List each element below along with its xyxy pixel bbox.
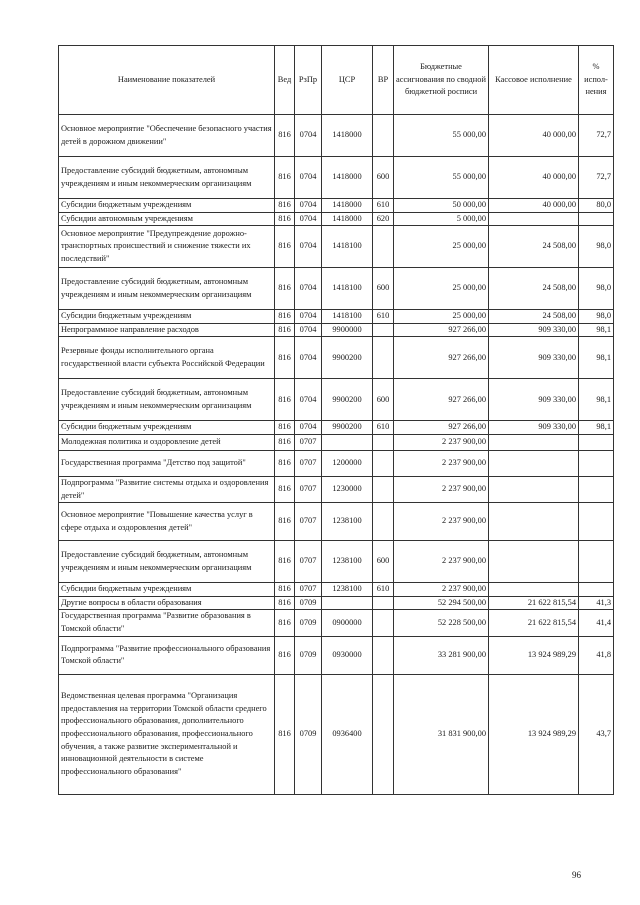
row-assignments: 2 237 900,00 (394, 435, 489, 451)
row-assignments: 927 266,00 (394, 421, 489, 435)
table-row (59, 199, 614, 213)
row-name: Предоставление субсидий бюджетным, автономным учреждениям и иным некоммерческим организациям (59, 268, 275, 310)
row-percent: 98,0 (579, 310, 614, 324)
header-cash-execution: Кассовое исполнение (489, 46, 579, 115)
row-csr: 0930000 (322, 636, 373, 674)
table-row (59, 596, 614, 610)
row-percent: 41,8 (579, 636, 614, 674)
row-csr: 9900000 (322, 323, 373, 337)
row-name: Субсидии бюджетным учреждениям (59, 421, 275, 435)
row-rzpr: 0709 (295, 674, 322, 794)
table-row (59, 115, 614, 157)
row-name: Подпрограмма "Развитие профессионального образования Томской области" (59, 636, 275, 674)
row-ved: 816 (275, 451, 295, 477)
row-vr (373, 451, 394, 477)
row-csr: 1418000 (322, 212, 373, 226)
table-row (59, 379, 614, 421)
row-cash-execution: 13 924 989,29 (489, 636, 579, 674)
row-percent (579, 477, 614, 503)
row-name: Основное мероприятие "Обеспечение безопасного участия детей в дорожном движении" (59, 115, 275, 157)
table-row (59, 610, 614, 636)
row-cash-execution: 40 000,00 (489, 157, 579, 199)
row-vr: 610 (373, 421, 394, 435)
row-csr: 1418100 (322, 310, 373, 324)
row-name: Предоставление субсидий бюджетным, автономным учреждениям и иным некоммерческим организациям (59, 379, 275, 421)
row-csr: 1238100 (322, 503, 373, 541)
row-name: Основное мероприятие "Повышение качества услуг в сфере отдыха и оздоровления детей" (59, 503, 275, 541)
row-cash-execution: 909 330,00 (489, 379, 579, 421)
row-vr (373, 503, 394, 541)
row-csr: 1418100 (322, 226, 373, 268)
row-rzpr: 0707 (295, 477, 322, 503)
row-assignments: 25 000,00 (394, 310, 489, 324)
row-percent: 98,1 (579, 337, 614, 379)
header-ved: Вед (275, 46, 295, 115)
row-name: Субсидии бюджетным учреждениям (59, 583, 275, 597)
row-cash-execution (489, 583, 579, 597)
row-rzpr: 0709 (295, 596, 322, 610)
row-percent: 72,7 (579, 157, 614, 199)
row-percent (579, 435, 614, 451)
header-assignments: Бюджетные ассигнования по сводной бюджетной росписи (394, 46, 489, 115)
table-row (59, 541, 614, 583)
page-number: 96 (572, 870, 581, 880)
row-assignments: 50 000,00 (394, 199, 489, 213)
row-cash-execution: 24 508,00 (489, 268, 579, 310)
table-row (59, 268, 614, 310)
row-csr: 9900200 (322, 379, 373, 421)
row-csr: 0900000 (322, 610, 373, 636)
row-ved: 816 (275, 541, 295, 583)
row-cash-execution: 40 000,00 (489, 115, 579, 157)
row-rzpr: 0704 (295, 115, 322, 157)
row-vr: 600 (373, 268, 394, 310)
row-assignments: 2 237 900,00 (394, 583, 489, 597)
row-vr (373, 323, 394, 337)
row-name: Ведомственная целевая программа "Организация предоставления на территории Томской области среднего профессионального образования, дополнительного профессионального образования, профессионального обучения, а также развитие экспериментальной и инновационной деятельности в системе профессионального образования" (59, 674, 275, 794)
row-cash-execution: 24 508,00 (489, 310, 579, 324)
row-percent: 72,7 (579, 115, 614, 157)
row-name: Основное мероприятие "Предупреждение дорожно-транспортных происшествий и снижение тяжести их последствий" (59, 226, 275, 268)
row-ved: 816 (275, 674, 295, 794)
row-assignments: 2 237 900,00 (394, 503, 489, 541)
row-ved: 816 (275, 636, 295, 674)
row-cash-execution: 13 924 989,29 (489, 674, 579, 794)
row-assignments: 25 000,00 (394, 268, 489, 310)
row-ved: 816 (275, 157, 295, 199)
table-row (59, 157, 614, 199)
row-cash-execution (489, 477, 579, 503)
row-ved: 816 (275, 199, 295, 213)
row-csr: 1418000 (322, 115, 373, 157)
row-name: Другие вопросы в области образования (59, 596, 275, 610)
row-name: Подпрограмма "Развитие системы отдыха и оздоровления детей" (59, 477, 275, 503)
row-assignments: 52 228 500,00 (394, 610, 489, 636)
row-assignments: 5 000,00 (394, 212, 489, 226)
row-ved: 816 (275, 379, 295, 421)
table-row (59, 310, 614, 324)
row-assignments: 2 237 900,00 (394, 541, 489, 583)
row-rzpr: 0709 (295, 610, 322, 636)
row-rzpr: 0704 (295, 226, 322, 268)
row-vr (373, 226, 394, 268)
table-row (59, 451, 614, 477)
header-rzpr: РзПр (295, 46, 322, 115)
row-vr (373, 596, 394, 610)
row-rzpr: 0704 (295, 157, 322, 199)
row-vr (373, 477, 394, 503)
table-row (59, 337, 614, 379)
row-name: Субсидии бюджетным учреждениям (59, 199, 275, 213)
row-vr: 600 (373, 379, 394, 421)
row-name: Субсидии автономным учреждениям (59, 212, 275, 226)
row-ved: 816 (275, 596, 295, 610)
row-rzpr: 0704 (295, 379, 322, 421)
row-name: Молодежная политика и оздоровление детей (59, 435, 275, 451)
row-percent: 41,3 (579, 596, 614, 610)
row-ved: 816 (275, 421, 295, 435)
row-ved: 816 (275, 115, 295, 157)
row-vr: 610 (373, 199, 394, 213)
row-cash-execution: 21 622 815,54 (489, 610, 579, 636)
header-vr: ВР (373, 46, 394, 115)
row-csr: 1200000 (322, 451, 373, 477)
row-csr (322, 596, 373, 610)
row-assignments: 25 000,00 (394, 226, 489, 268)
table-row (59, 421, 614, 435)
row-cash-execution: 909 330,00 (489, 337, 579, 379)
table-row (59, 226, 614, 268)
row-ved: 816 (275, 226, 295, 268)
row-cash-execution (489, 435, 579, 451)
row-name: Государственная программа "Развитие образования в Томской области" (59, 610, 275, 636)
row-name: Государственная программа "Детство под защитой" (59, 451, 275, 477)
row-cash-execution: 21 622 815,54 (489, 596, 579, 610)
row-ved: 816 (275, 310, 295, 324)
row-ved: 816 (275, 477, 295, 503)
row-ved: 816 (275, 435, 295, 451)
row-ved: 816 (275, 583, 295, 597)
table-header-row (59, 46, 614, 115)
row-percent: 98,1 (579, 323, 614, 337)
row-percent (579, 541, 614, 583)
row-ved: 816 (275, 610, 295, 636)
row-ved: 816 (275, 337, 295, 379)
row-assignments: 2 237 900,00 (394, 477, 489, 503)
row-name: Предоставление субсидий бюджетным, автономным учреждениям и иным некоммерческим организациям (59, 157, 275, 199)
row-cash-execution: 24 508,00 (489, 226, 579, 268)
row-cash-execution: 909 330,00 (489, 421, 579, 435)
table-row (59, 212, 614, 226)
table-row (59, 323, 614, 337)
row-percent: 80,0 (579, 199, 614, 213)
row-rzpr: 0707 (295, 435, 322, 451)
table-row (59, 636, 614, 674)
table-row (59, 477, 614, 503)
row-csr: 1418000 (322, 199, 373, 213)
row-assignments: 55 000,00 (394, 157, 489, 199)
row-percent (579, 583, 614, 597)
row-name: Непрограммное направление расходов (59, 323, 275, 337)
row-rzpr: 0707 (295, 541, 322, 583)
row-csr: 1238100 (322, 541, 373, 583)
row-name: Предоставление субсидий бюджетным, автономным учреждениям и иным некоммерческим организациям (59, 541, 275, 583)
row-rzpr: 0704 (295, 421, 322, 435)
row-rzpr: 0704 (295, 310, 322, 324)
row-csr: 9900200 (322, 337, 373, 379)
row-name: Резервные фонды исполнительного органа государственной власти субъекта Российской Федерации (59, 337, 275, 379)
row-rzpr: 0704 (295, 337, 322, 379)
table-row (59, 503, 614, 541)
row-assignments: 33 281 900,00 (394, 636, 489, 674)
row-rzpr: 0707 (295, 451, 322, 477)
row-csr (322, 435, 373, 451)
row-cash-execution (489, 212, 579, 226)
header-percent: % испол-нения (579, 46, 614, 115)
row-vr (373, 337, 394, 379)
row-csr: 1418000 (322, 157, 373, 199)
row-vr (373, 674, 394, 794)
row-rzpr: 0704 (295, 268, 322, 310)
row-assignments: 55 000,00 (394, 115, 489, 157)
row-vr (373, 435, 394, 451)
row-cash-execution: 40 000,00 (489, 199, 579, 213)
row-percent: 98,1 (579, 379, 614, 421)
row-rzpr: 0704 (295, 212, 322, 226)
header-name: Наименование показателей (59, 46, 275, 115)
row-csr: 0936400 (322, 674, 373, 794)
row-vr: 600 (373, 157, 394, 199)
row-cash-execution (489, 541, 579, 583)
row-assignments: 927 266,00 (394, 323, 489, 337)
row-csr: 9900200 (322, 421, 373, 435)
row-assignments: 52 294 500,00 (394, 596, 489, 610)
table-row (59, 674, 614, 794)
row-assignments: 927 266,00 (394, 379, 489, 421)
row-percent (579, 212, 614, 226)
row-rzpr: 0709 (295, 636, 322, 674)
row-percent: 98,0 (579, 268, 614, 310)
table-row (59, 583, 614, 597)
row-ved: 816 (275, 323, 295, 337)
row-cash-execution (489, 503, 579, 541)
row-percent: 98,1 (579, 421, 614, 435)
row-vr: 610 (373, 310, 394, 324)
row-ved: 816 (275, 212, 295, 226)
row-percent: 98,0 (579, 226, 614, 268)
row-percent (579, 451, 614, 477)
row-vr: 620 (373, 212, 394, 226)
row-vr: 600 (373, 541, 394, 583)
row-rzpr: 0704 (295, 323, 322, 337)
row-vr: 610 (373, 583, 394, 597)
row-ved: 816 (275, 503, 295, 541)
table-row (59, 435, 614, 451)
row-percent: 41,4 (579, 610, 614, 636)
header-csr: ЦСР (322, 46, 373, 115)
row-csr: 1238100 (322, 583, 373, 597)
row-ved: 816 (275, 268, 295, 310)
row-percent: 43,7 (579, 674, 614, 794)
row-rzpr: 0707 (295, 503, 322, 541)
table-body (59, 115, 614, 795)
row-percent (579, 503, 614, 541)
row-vr (373, 636, 394, 674)
row-csr: 1230000 (322, 477, 373, 503)
row-vr (373, 115, 394, 157)
budget-execution-table (58, 45, 614, 795)
row-assignments: 927 266,00 (394, 337, 489, 379)
row-rzpr: 0707 (295, 583, 322, 597)
row-csr: 1418100 (322, 268, 373, 310)
row-name: Субсидии бюджетным учреждениям (59, 310, 275, 324)
row-cash-execution: 909 330,00 (489, 323, 579, 337)
row-assignments: 31 831 900,00 (394, 674, 489, 794)
row-assignments: 2 237 900,00 (394, 451, 489, 477)
row-vr (373, 610, 394, 636)
row-cash-execution (489, 451, 579, 477)
row-rzpr: 0704 (295, 199, 322, 213)
